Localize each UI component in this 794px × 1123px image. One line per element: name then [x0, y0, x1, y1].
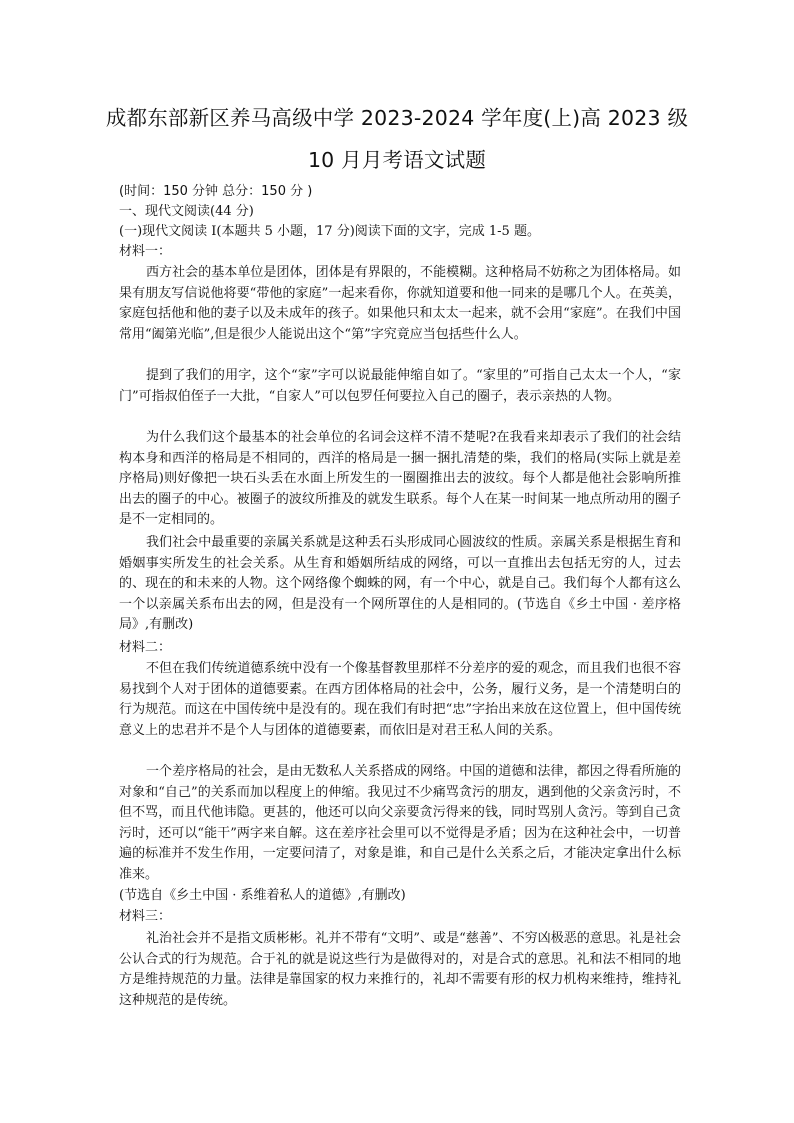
material-2-paragraph-1: 不但在我们传统道德系统中没有一个像基督教里那样不分差序的爱的观念，而且我们也很不容易找到个人对于团体的道德要素。在西方团体格局的社会中，公务，履行义务，是一个清楚明白的行为规范。而这在中国传统中是没有的。现在我们有时把“忠”字抬出来放在这位置上，但中国传统意义上的忠君并不是个人与团体的道德要素，而依旧是对君王私人间的关系。	[119, 661, 681, 738]
exam-meta: (时间：150 分钟 总分：150 分 )	[119, 184, 313, 199]
material-1-paragraph-2: 提到了我们的用字，这个“家”字可以说最能伸缩自如了。“家里的”可指自己太太一个人，“家门”可指叔伯侄子一大批，“自家人”可以包罗任何要拉入自己的圈子，表示亲热的人物。	[119, 368, 681, 404]
exam-title-line1: 成都东部新区养马高级中学 2023-2024 学年度(上)高 2023 级	[105, 106, 689, 130]
material-2-paragraph-2: 一个差序格局的社会，是由无数私人关系搭成的网络。中国的道德和法律，都因之得看所施的对象和“自己”的关系而加以程度上的伸缩。我见过不少痛骂贪污的朋友，遇到他的父亲贪污时，不但不骂，而且代他讳隐。更甚的，他还可以向父亲要贪污得来的钱，同时骂别人贪污。等到自己贪污时，还可以“能干”两字来自解。这在差序社会里可以不觉得是矛盾；因为在这种社会中，一切普遍的标准并不发生作用，一定要问清了，对象是谁，和自己是什么关系之后，才能决定拿出什么标准来。	[119, 764, 681, 882]
material-3-paragraph-1: 礼治社会并不是指文质彬彬。礼并不带有“文明”、或是“慈善”、不穷凶极恶的意思。礼是社会公认合式的行为规范。合于礼的就是说这些行为是做得对的，对是合式的意思。礼和法不相同的地方是维持规范的力量。法律是靠国家的权力来推行的，礼却不需要有形的权力机构来维持，维持礼这种规范的是传统。	[119, 931, 681, 1008]
material-2-label: 材料二：	[119, 640, 172, 655]
material-2-source: (节选自《乡土中国 · 系维着私人的道德》,有删改)	[119, 888, 406, 903]
section-heading: 一、现代文阅读(44 分)	[119, 204, 254, 219]
material-1-paragraph-1: 西方社会的基本单位是团体，团体是有界限的，不能模糊。这种格局不妨称之为团体格局。如果有朋友写信说他将要“带他的家庭”一起来看你，你就知道要和他一同来的是哪几个人。在英美，家庭包括他和他的妻子以及未成年的孩子。如果他只和太太一起来，就不会用“家庭”。在我们中国常用“阖第光临”,但是很少人能说出这个“第”字究竟应当包括些什么人。	[119, 265, 681, 342]
material-1-paragraph-4: 我们社会中最重要的亲属关系就是这种丢石头形成同心圆波纹的性质。亲属关系是根据生育和婚姻事实所发生的社会关系。从生育和婚姻所结成的网络，可以一直推出去包括无穷的人，过去的、现在的和未来的人物。这个网络像个蜘蛛的网，有一个中心，就是自己。我们每个人都有这么一个以亲属关系布出去的网，但是没有一个网所罩住的人是相同的。(节选自《乡土中国 · 差序格局》,有删改)	[119, 535, 681, 632]
subsection-heading: (一)现代文阅读 I(本题共 5 小题，17 分)阅读下面的文字，完成 1-5 题。	[119, 224, 540, 239]
material-3-label: 材料三：	[119, 909, 172, 924]
material-1-label: 材料一：	[119, 244, 172, 259]
exam-title-line2: 10 月月考语文试题	[307, 148, 487, 172]
material-1-paragraph-3: 为什么我们这个最基本的社会单位的名词会这样不清不楚呢?在我看来却表示了我们的社会结构本身和西洋的格局是不相同的，西洋的格局是一捆一捆扎清楚的柴，我们的格局(实际上就是差序格局)则好像把一块石头丢在水面上所发生的一圈圈推出去的波纹。每个人都是他社会影响所推出去的圈子的中心。被圈子的波纹所推及的就发生联系。每个人在某一时间某一地点所动用的圈子是不一定相同的。	[119, 430, 681, 527]
